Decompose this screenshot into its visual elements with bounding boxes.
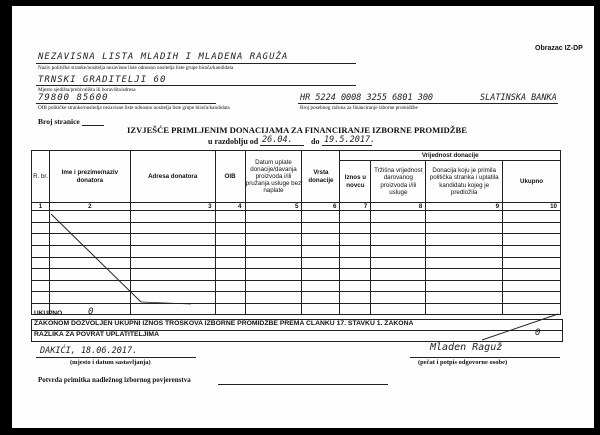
col-header-donor-address: Adresa donatora <box>130 151 215 203</box>
col-number: 3 <box>130 203 215 211</box>
period-to-prefix: do <box>311 137 320 146</box>
scan-edge-top <box>0 0 600 6</box>
table-cell <box>340 303 371 315</box>
place-date-label: (mjesto i datum sastavljanja) <box>70 359 151 366</box>
col-number: 1 <box>32 203 50 211</box>
oib-label: OIB političke stranke/nositelja nezavisne liste odnosno nositelja liste grupe birača/kandidata <box>38 105 230 111</box>
table-cell <box>302 257 340 269</box>
totals-label: UKUPNO <box>34 310 63 317</box>
table-cell <box>503 211 561 223</box>
period-prefix: u razdoblju od <box>208 137 259 146</box>
scan-edge-left <box>0 0 12 435</box>
table-cell <box>371 303 426 315</box>
table-cell <box>302 211 340 223</box>
table-cell <box>426 222 503 234</box>
col-header-market-value: Tržišna vrijednost darovanog proizvoda i/ili usluge <box>371 161 426 203</box>
table-cell <box>503 234 561 246</box>
table-cell <box>503 245 561 257</box>
col-number: 2 <box>49 203 130 211</box>
empty-rows-strike <box>31 212 231 317</box>
page-number-label: Broj stranice <box>38 117 80 126</box>
table-cell <box>426 234 503 246</box>
col-header-party-donation: Donacija koju je primila politička stranka i uplatila kandidatu kojeg je predložila <box>426 161 503 203</box>
col-group-donation-value: Vrijednost donacije <box>340 151 561 161</box>
table-cell <box>426 292 503 304</box>
table-cell <box>503 292 561 304</box>
address-value: TRNSKI GRADITELJI 60 <box>38 75 167 85</box>
party-name-label: Naziv političke stranke/nositelja nezavisne liste odnosno nositelja liste grupe birača/kandidata <box>38 65 234 71</box>
limit-label: ZAKONOM DOZVOLJEN UKUPNI IZNOS TROŠKOVA IZBORNE PROMIDŽBE PREMA ČLANKU 17. STAVKU 1. ZAKONA <box>34 320 414 327</box>
table-cell <box>245 292 302 304</box>
table-cell <box>302 303 340 315</box>
table-cell <box>245 222 302 234</box>
col-number: 9 <box>426 203 503 211</box>
table-cell <box>245 280 302 292</box>
col-header-payment-date: Datum uplate donacije/davanja proizvoda i/ili pružanja usluge bez naplate <box>245 151 302 203</box>
table-cell <box>245 257 302 269</box>
table-cell <box>245 269 302 281</box>
col-header-donor-name: Ime i prezime/naziv donatora <box>49 151 130 203</box>
refund-label: RAZLIKA ZA POVRAT UPLATITELJIMA <box>34 331 159 338</box>
table-cell <box>503 269 561 281</box>
col-header-oib: OIB <box>215 151 245 203</box>
totals-value: 0 <box>88 307 95 317</box>
table-cell <box>340 292 371 304</box>
period-to-value: 19.5.2017. <box>324 135 376 145</box>
signature-label: (pečat i potpis odgovorne osobe) <box>418 359 508 366</box>
col-header-rbr: R. br. <box>32 151 50 203</box>
account-label: Broj posebnog računa za financiranje izborne promidžbe <box>300 105 418 111</box>
refund-value: 0 <box>535 328 542 338</box>
table-cell <box>302 269 340 281</box>
table-cell <box>371 257 426 269</box>
address-label: Mjesto sjedišta/prebivališta ili boravišta/adresa <box>38 87 136 93</box>
col-number: 10 <box>503 203 561 211</box>
table-cell <box>302 222 340 234</box>
report-title: IZVJEŠĆE PRIMLJENIM DONACIJAMA ZA FINANCIRANJE IZBORNE PROMIDŽBE <box>127 125 467 135</box>
col-number: 5 <box>245 203 302 211</box>
table-cell <box>426 257 503 269</box>
summary-strike <box>480 312 560 342</box>
table-cell <box>503 222 561 234</box>
table-cell <box>371 280 426 292</box>
form-code: Obrazac IZ-DP <box>535 45 583 52</box>
bank-value: SLATINSKA BANKA <box>480 93 557 103</box>
table-cell <box>503 280 561 292</box>
col-number: 8 <box>371 203 426 211</box>
scan-edge-bottom <box>0 428 600 435</box>
table-cell <box>371 245 426 257</box>
table-cell <box>426 211 503 223</box>
table-cell <box>302 280 340 292</box>
receipt-label: Potvrda primitka nadležnog izbornog povjerenstva <box>38 376 191 384</box>
table-cell <box>503 257 561 269</box>
table-cell <box>340 245 371 257</box>
table-cell <box>426 245 503 257</box>
table-cell <box>245 234 302 246</box>
table-cell <box>371 211 426 223</box>
col-number: 6 <box>302 203 340 211</box>
table-cell <box>426 280 503 292</box>
col-header-total: Ukupno <box>503 161 561 203</box>
table-cell <box>426 269 503 281</box>
table-cell <box>340 269 371 281</box>
table-cell <box>340 222 371 234</box>
signature: Mladen Raguž <box>430 342 503 353</box>
col-header-cash-amount: Iznos u novcu <box>340 161 371 203</box>
table-cell <box>371 222 426 234</box>
scan-edge-right <box>594 0 600 435</box>
table-cell <box>371 292 426 304</box>
account-value: HR 5224 0008 3255 6801 300 <box>300 93 434 103</box>
col-number: 7 <box>340 203 371 211</box>
table-cell <box>340 257 371 269</box>
table-cell <box>245 211 302 223</box>
table-cell <box>302 245 340 257</box>
place-date-value: DAKIĆI, 18.06.2017. <box>40 346 138 356</box>
table-cell <box>340 211 371 223</box>
table-cell <box>371 234 426 246</box>
col-header-donation-type: Vrsta donacije <box>302 151 340 203</box>
table-cell <box>340 234 371 246</box>
period-from-value: 26.04. <box>262 135 293 145</box>
oib-value: 79800 85600 <box>38 93 109 103</box>
table-cell <box>245 245 302 257</box>
col-number: 4 <box>215 203 245 211</box>
party-name-value: NEZAVISNA LISTA MLADIH I MLADENA RAGUŽA <box>38 52 289 62</box>
table-cell <box>371 269 426 281</box>
table-cell <box>340 280 371 292</box>
table-cell <box>302 292 340 304</box>
table-cell <box>302 234 340 246</box>
table-cell <box>245 303 302 315</box>
